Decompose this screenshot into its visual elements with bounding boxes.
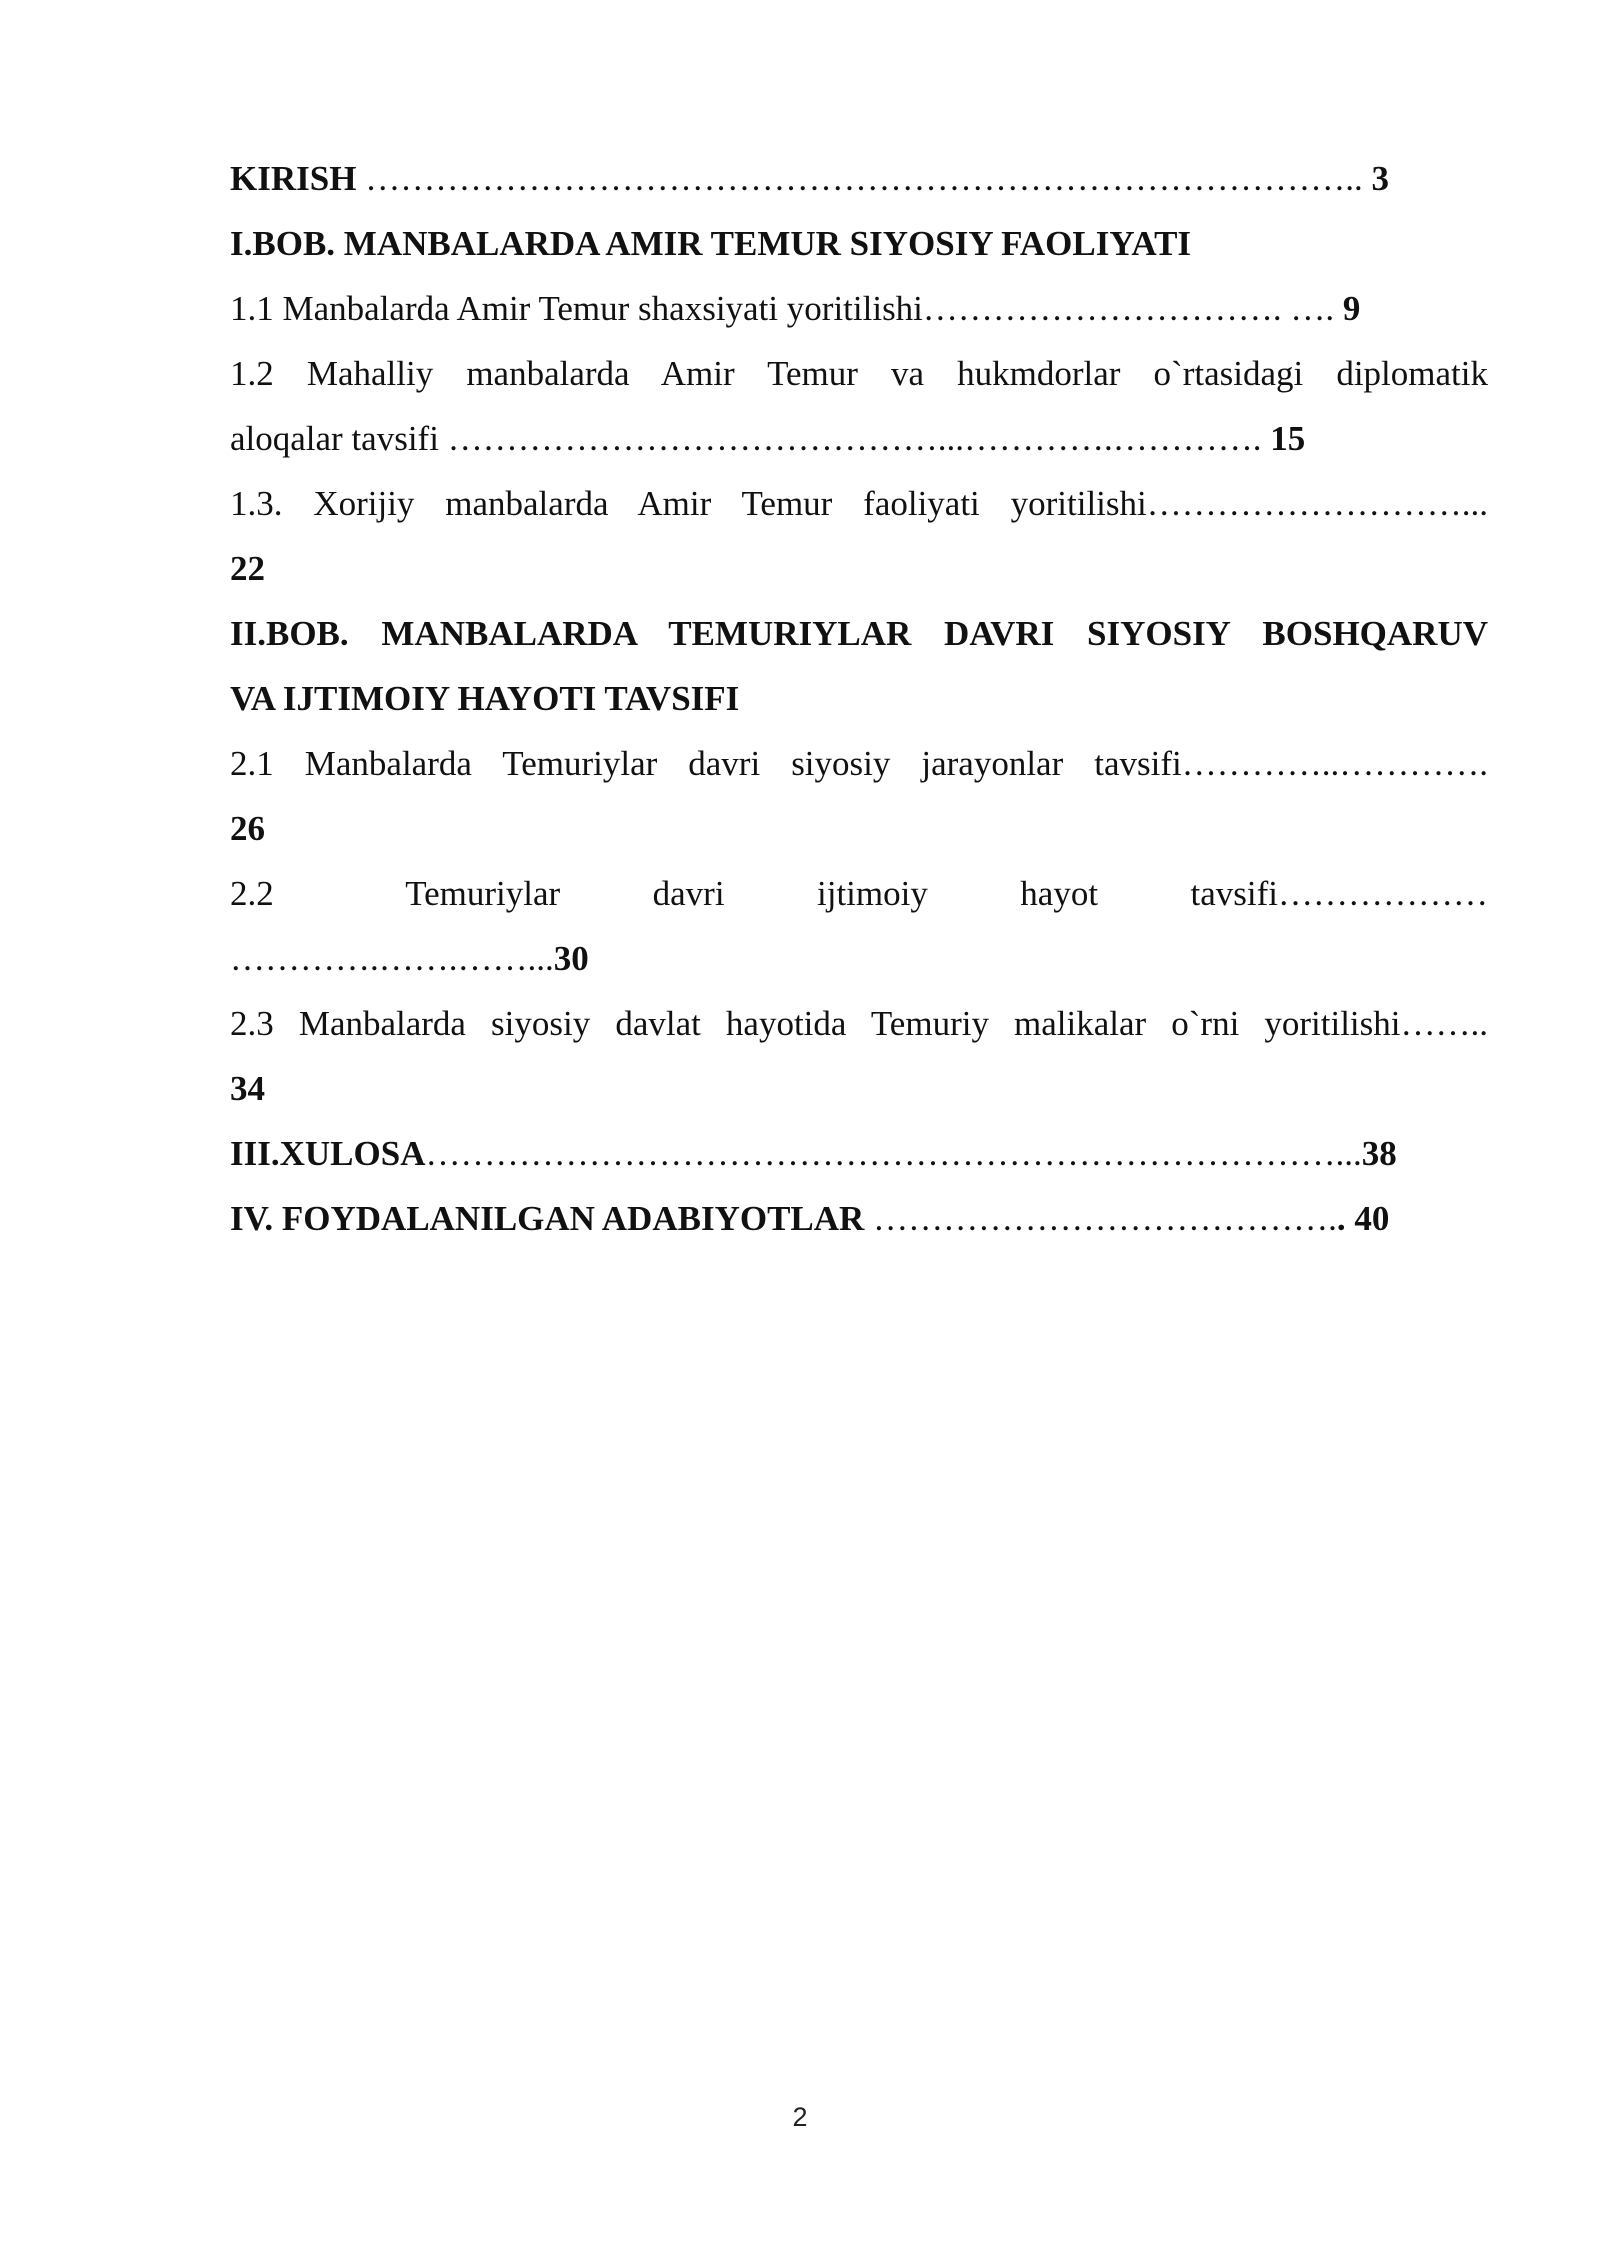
toc-chapter-title-line1[interactable]: II.BOB. MANBALARDA TEMURIYLAR DAVRI SIYOSIY BOSHQARUV bbox=[230, 614, 1488, 653]
toc-page-number: 3 bbox=[1362, 159, 1389, 198]
toc-leader-dots: ……………………………………………………………………... bbox=[425, 1134, 1362, 1173]
toc-entry-label: KIRISH bbox=[230, 159, 357, 198]
toc-entry-2-2-line2[interactable] bbox=[230, 926, 1488, 991]
toc-page-number: 26 bbox=[230, 809, 265, 848]
toc-entry-2-3[interactable]: 2.3 Manbalarda siyosiy davlat hayotida Temuriy malikalar o`rni yoritilishi…….. bbox=[230, 1004, 1488, 1043]
toc-page-number: 9 bbox=[1334, 289, 1361, 328]
toc-entry-text: aloqalar tavsifi ……………………………………...………….…………. bbox=[230, 419, 1262, 458]
toc-entry-2-2-line1[interactable]: 2.2 Temuriylar davri ijtimoiy hayot tavsifi……………… bbox=[230, 874, 1488, 913]
toc-entry-xulosa[interactable] bbox=[230, 1121, 1488, 1186]
page-number: 2 bbox=[792, 2102, 808, 2132]
toc-leader-dots: ………………………………………………………………………….. bbox=[356, 159, 1363, 198]
toc-page-number: 34 bbox=[230, 1069, 265, 1108]
toc-entry-1-2-line1[interactable]: 1.2 Mahalliy manbalarda Amir Temur va hukmdorlar o`rtasidagi diplomatik bbox=[230, 354, 1488, 393]
toc-page-number: 15 bbox=[1261, 419, 1306, 458]
toc-entry-kirish[interactable] bbox=[230, 146, 1488, 211]
toc-page-number: 30 bbox=[553, 939, 589, 978]
toc-leader-dots: …………………………………. bbox=[864, 1199, 1337, 1238]
toc-page-number: 22 bbox=[230, 549, 265, 588]
toc-entry-1-2-line2[interactable] bbox=[230, 406, 1488, 471]
toc-entry-label: IV. FOYDALANILGAN ADABIYOTLAR bbox=[230, 1199, 865, 1238]
toc-entry-1-3[interactable]: 1.3. Xorijiy manbalarda Amir Temur faoliyati yoritilishi………………………... bbox=[230, 484, 1488, 523]
toc-entry-adabiyotlar[interactable] bbox=[230, 1186, 1488, 1251]
toc-page-number: . 40 bbox=[1336, 1199, 1390, 1238]
toc-entry-label: III.XULOSA bbox=[230, 1134, 426, 1173]
table-of-contents bbox=[230, 146, 1488, 1251]
toc-page-number: 38 bbox=[1361, 1134, 1397, 1173]
toc-chapter-title-line2[interactable]: VA IJTIMOIY HAYOTI TAVSIFI bbox=[230, 679, 740, 718]
toc-entry-1-1[interactable] bbox=[230, 276, 1488, 341]
toc-entry-text: 1.1 Manbalarda Amir Temur shaxsiyati yoritilishi…………………………. …. bbox=[230, 289, 1335, 328]
toc-entry-2-1[interactable]: 2.1 Manbalarda Temuriylar davri siyosiy jarayonlar tavsifi…………..…………. bbox=[230, 744, 1488, 783]
toc-leader-dots: ………….…….……... bbox=[230, 939, 554, 978]
toc-chapter-title[interactable]: I.BOB. MANBALARDA AMIR TEMUR SIYOSIY FAOLIYATI bbox=[230, 224, 1192, 263]
